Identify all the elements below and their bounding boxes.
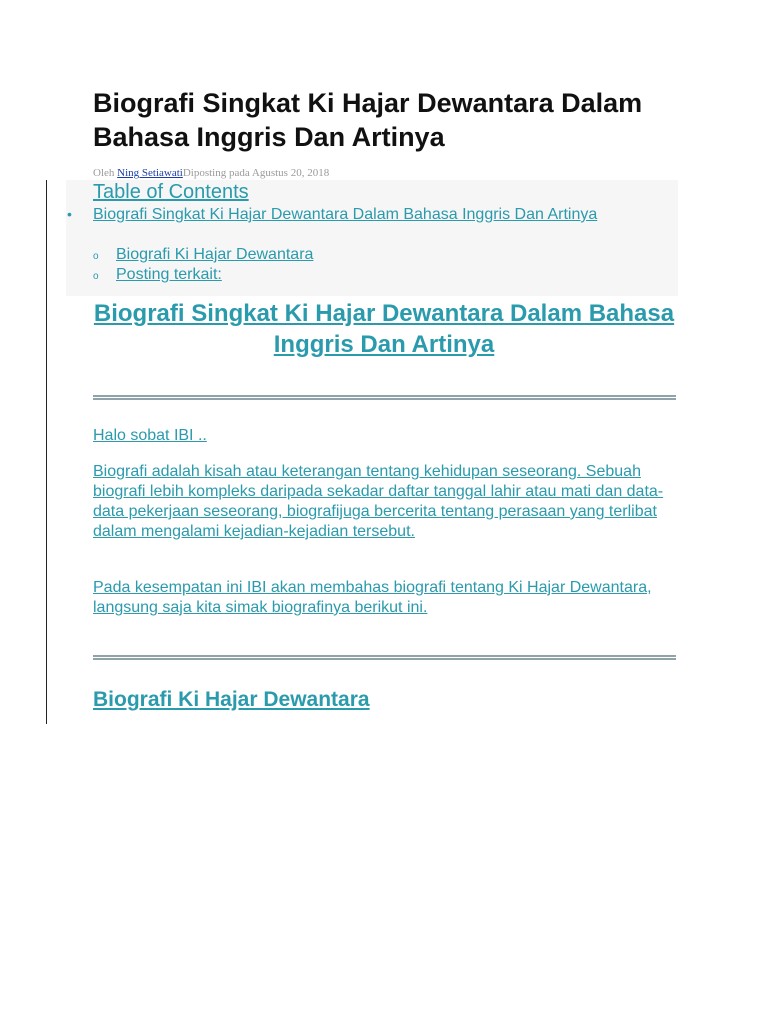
circle-bullet-icon: o — [93, 251, 99, 262]
subsection-heading[interactable]: Biografi Ki Hajar Dewantara — [93, 688, 370, 711]
page-title: Biografi Singkat Ki Hajar Dewantara Dalam Bahasa Inggris Dan Artinya — [93, 88, 643, 152]
section-heading[interactable]: Biografi Singkat Ki Hajar Dewantara Dalam Bahasa Inggris Dan Artinya — [93, 300, 675, 358]
byline — [93, 166, 329, 180]
divider — [93, 655, 676, 660]
byline-date: Diposting pada Agustus 20, 2018 — [182, 167, 330, 179]
bullet-icon: • — [67, 206, 72, 222]
topic-paragraph[interactable]: Pada kesempatan ini IBI akan membahas biografi tentang Ki Hajar Dewantara, langsung saja kita simak biografinya berikut ini. — [93, 579, 652, 616]
circle-bullet-icon: o — [93, 271, 99, 282]
intro-paragraph[interactable]: Biografi adalah kisah atau keterangan tentang kehidupan seseorang. Sebuah biografi lebih kompleks daripada sekadar daftar tanggal lahir atau mati dan data-data pekerjaan seseorang, biografijuga bercerita tentang perasaan yang terlibat dalam mengalami kejadian-kejadian tersebut. — [93, 463, 664, 540]
margin-change-bar — [46, 180, 47, 724]
byline-prefix: Oleh — [93, 167, 118, 179]
toc-item-posting-terkait[interactable]: Posting terkait: — [116, 266, 222, 283]
toc-item-biografi[interactable]: Biografi Ki Hajar Dewantara — [116, 246, 314, 263]
toc-item-main-article[interactable]: Biografi Singkat Ki Hajar Dewantara Dalam Bahasa Inggris Dan Artinya — [93, 206, 598, 223]
toc-title[interactable]: Table of Contents — [93, 181, 249, 203]
divider — [93, 395, 676, 400]
author-link[interactable]: Ning Setiawati — [117, 167, 183, 179]
greeting-text[interactable]: Halo sobat IBI .. — [93, 427, 207, 444]
